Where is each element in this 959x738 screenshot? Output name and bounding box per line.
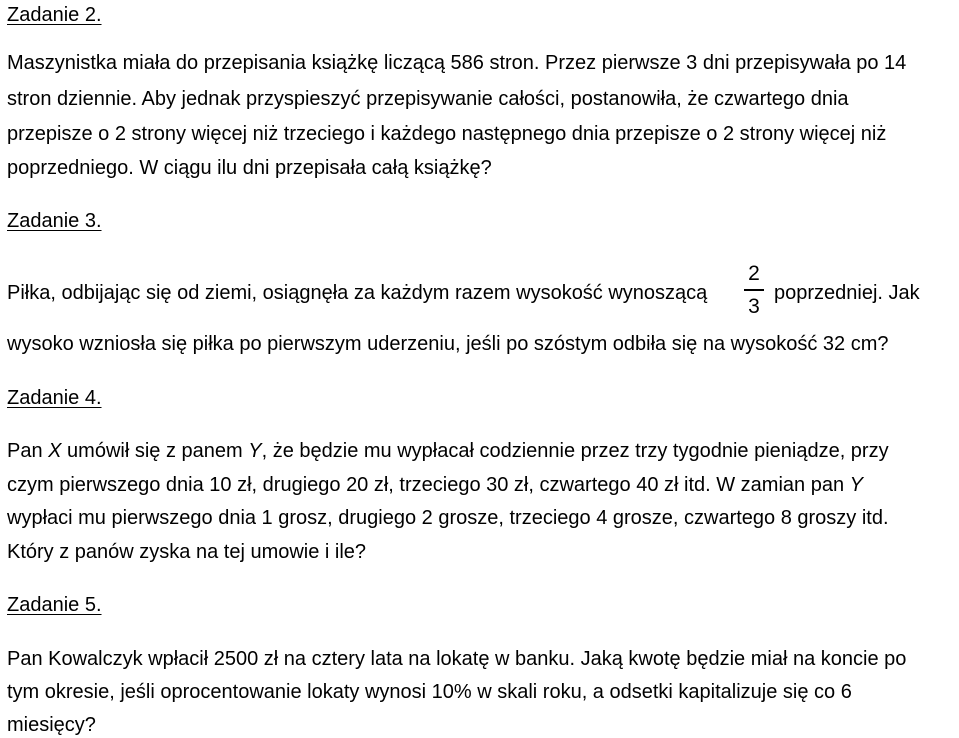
task-5-text-line-1: Pan Kowalczyk wpłacił 2500 zł na cztery lata na lokatę w banku. Jaką kwotę będzie miał na koncie po bbox=[7, 648, 907, 670]
task-4-text-line-1 bbox=[7, 441, 889, 461]
task-5-heading: Zadanie 5. bbox=[7, 594, 102, 616]
variable-y: Y bbox=[849, 474, 863, 496]
task-4-text-line-4: Który z panów zyska na tej umowie i ile? bbox=[7, 541, 367, 563]
text-segment: umówił się z panem bbox=[61, 440, 249, 462]
text-segment: Pan bbox=[7, 440, 49, 462]
task-2-text-line-2: stron dziennie. Aby jednak przyspieszyć przepisywanie całości, postanowiła, że czwartego dnia bbox=[7, 88, 849, 110]
text-segment: czym pierwszego dnia 10 zł, drugiego 20 zł, trzeciego 30 zł, czwartego 40 zł itd. W zamian pan bbox=[7, 474, 850, 496]
task-3-text-line-1-after-fraction: poprzedniej. Jak bbox=[774, 282, 920, 304]
task-4-text-line-2 bbox=[7, 475, 863, 495]
task-2-text-line-4: poprzedniego. W ciągu ilu dni przepisała całą książkę? bbox=[7, 157, 492, 179]
task-4-heading: Zadanie 4. bbox=[7, 387, 102, 409]
task-2-heading: Zadanie 2. bbox=[7, 4, 102, 26]
task-2-text-line-1: Maszynistka miała do przepisania książkę liczącą 586 stron. Przez pierwsze 3 dni przepisywała po 14 bbox=[7, 52, 907, 74]
fraction-denominator: 3 bbox=[748, 294, 760, 318]
variable-y: Y bbox=[248, 440, 262, 462]
fraction-numerator: 2 bbox=[748, 262, 760, 285]
task-2-text-line-3: przepisze o 2 strony więcej niż trzeciego i każdego następnego dnia przepisze o 2 strony więcej niż bbox=[7, 123, 887, 145]
task-5-text-line-2: tym okresie, jeśli oprocentowanie lokaty wynosi 10% w skali roku, a odsetki kapitalizuje się co 6 bbox=[7, 681, 852, 703]
task-3-text-line-1-before-fraction: Piłka, odbijając się od ziemi, osiągnęła za każdym razem wysokość wynoszącą bbox=[7, 282, 708, 304]
task-3-heading: Zadanie 3. bbox=[7, 210, 102, 232]
fraction-two-thirds bbox=[742, 263, 766, 317]
text-segment: , że będzie mu wypłacał codziennie przez trzy tygodnie pieniądze, przy bbox=[261, 440, 889, 462]
task-5-text-line-3: miesięcy? bbox=[7, 714, 96, 736]
task-3-text-line-2: wysoko wzniosła się piłka po pierwszym uderzeniu, jeśli po szóstym odbiła się na wysokość 32 cm? bbox=[7, 333, 889, 355]
fraction-bar bbox=[744, 289, 764, 291]
task-4-text-line-3: wypłaci mu pierwszego dnia 1 grosz, drugiego 2 grosze, trzeciego 4 grosze, czwartego 8 groszy itd. bbox=[7, 507, 889, 529]
variable-x: X bbox=[48, 440, 62, 462]
